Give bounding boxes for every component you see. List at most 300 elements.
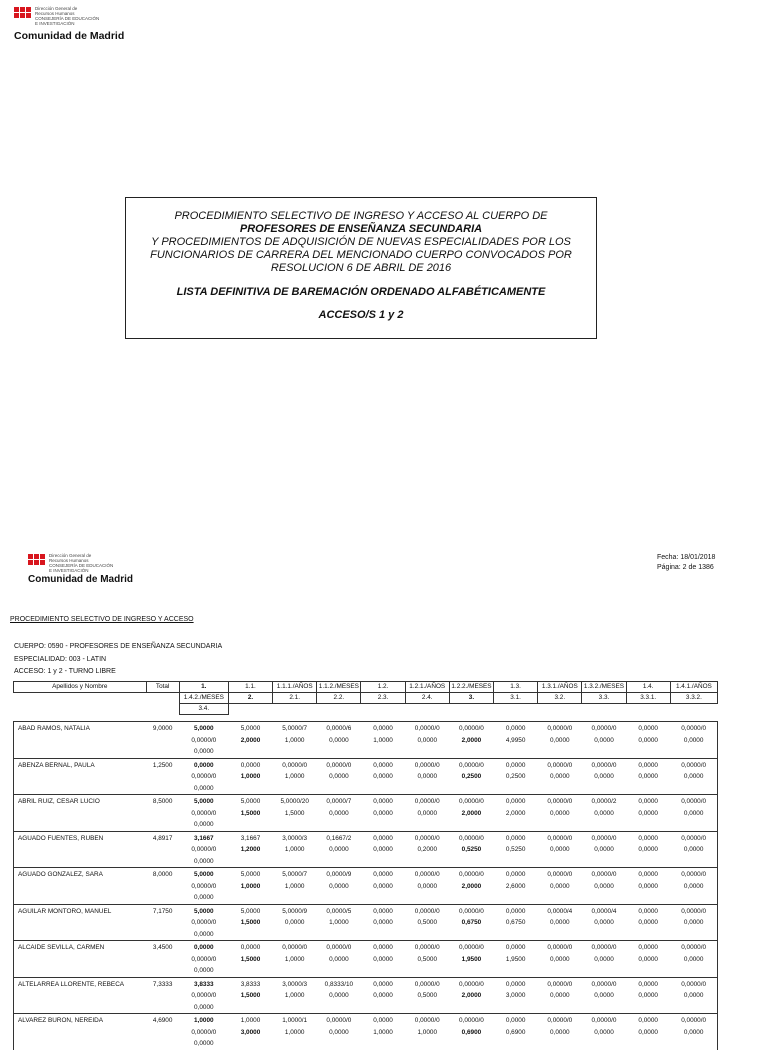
score-value: 0,0000 [550,882,570,890]
score-value: 0,0000 [373,955,393,963]
score-value: 0,0000 [683,809,704,817]
score-value: 0,0000/0 [458,798,484,805]
header-row [14,704,718,715]
score-value: 1,0000 [240,1017,261,1024]
score-cell [626,978,670,1002]
score-cell [228,978,272,1002]
score-cell [494,759,538,783]
score-value: 0,0000/9 [326,871,352,878]
score-cell [626,905,670,929]
score-cell [273,941,317,965]
score-cell [317,722,361,746]
score-cell [273,759,317,783]
score-value: 1,0000 [284,773,305,780]
score-value: 0,0000 [638,944,658,951]
score-value: 0,0000 [240,944,261,951]
score-cell [228,1014,272,1038]
score-value: 2,0000 [505,809,526,817]
score-value: 0,0000/0 [191,846,217,853]
score-value: 0,0000 [594,919,614,926]
score-cell [626,941,670,965]
score-value: 0,0000/0 [681,871,707,878]
score-value: 3,0000 [505,992,526,999]
score-value: 0,0000/0 [414,907,440,915]
score-value: 1,9500 [505,955,526,963]
score-value: 2,0000 [461,809,482,817]
score-cell [228,795,272,819]
score-value: 0,0000/0 [591,1017,617,1024]
score-value: 0,0000 [373,834,393,842]
score-value: 0,0000 [373,882,393,890]
score-cell [361,978,405,1002]
score-value: 0,0000 [373,809,393,817]
score-value: 0,6900 [461,1028,482,1036]
score-value: 0,0000/0 [191,992,217,999]
col-header: 2.1. [273,693,317,704]
score-value: 0,0000 [329,736,349,744]
score-value: 0,0000/0 [547,871,573,878]
score-cell [538,1014,582,1038]
score-value: 0,2000 [417,846,438,853]
acceso-label: ACCESO: 1 y 2 - TURNO LIBRE [14,668,116,675]
header-row [14,682,718,693]
score-value: 0,0000 [550,736,570,744]
score-cell [494,832,538,856]
score-value: 1,0000 [284,846,305,853]
score-value: 0,0000 [638,980,658,988]
score-value: 0,0000 [373,907,393,915]
score-value: 0,0000 [194,784,214,792]
score-value: 2,0000 [461,992,482,999]
score-value: 0,0000/5 [326,907,352,915]
score-value: 0,0000 [417,773,438,780]
madrid-stars-icon [14,7,31,18]
score-value: 0,5250 [461,846,482,853]
score-value: 0,0000 [373,944,393,951]
score-value: 0,0000 [638,834,658,842]
total-score: 9,0000 [152,725,173,732]
score-value: 0,0000 [329,846,349,853]
score-value: 0,0000 [683,919,704,926]
table-row [14,831,718,868]
score-value: 0,0000/0 [547,944,573,951]
logo-line: CONSEJERÍA DE EDUCACIÓN [49,563,114,568]
score-cell [494,795,538,819]
table-row [14,868,718,905]
score-value: 1,0000 [240,773,261,780]
score-value: 0,0000 [505,834,526,842]
col-header: 1.2. [361,682,405,693]
score-value: 0,5000 [417,992,438,999]
score-value: 0,0000 [638,809,658,817]
score-value: 0,0000/0 [681,944,707,951]
score-cell [494,905,538,929]
score-value: 3,8333 [194,980,214,988]
score-value: 0,0000 [417,882,438,890]
score-value: 0,0000 [550,992,570,999]
score-value: 0,0000/0 [458,944,484,951]
score-value: 1,0000 [284,955,305,963]
logo-line: Recursos Humanos [49,558,89,563]
score-cell [317,978,361,1002]
score-cell [228,941,272,965]
score-value: 0,2500 [505,773,526,780]
score-cell [179,722,228,758]
score-cell [670,868,717,892]
score-value: 5,0000 [240,907,261,915]
score-cell [538,868,582,892]
col-header: 2.4. [405,693,449,704]
score-cell [670,722,717,746]
score-cell [361,722,405,746]
score-cell [582,905,626,929]
score-value: 1,5000 [240,919,261,926]
score-value: 1,0000 [194,1017,214,1024]
score-cell [317,868,361,892]
score-cell [670,905,717,929]
score-value: 0,0000 [240,761,261,769]
score-value: 0,0000 [505,1017,526,1024]
score-value: 0,0000 [550,919,570,926]
score-value: 0,0000 [594,992,614,999]
score-value: 0,0000 [373,846,393,853]
score-value: 0,0000/0 [591,871,617,878]
score-value: 0,0000/0 [591,980,617,988]
score-value: 0,0000/0 [414,871,440,878]
score-value: 0,0000 [194,857,214,865]
score-cell [494,868,538,892]
score-cell [405,722,449,746]
score-cell [449,978,493,1002]
score-cell [582,759,626,783]
candidate-name: ALVAREZ BURON, NEREIDA [18,1017,103,1024]
score-value: 0,0000 [505,871,526,878]
col-header: 1.4.1./AÑOS [670,682,717,693]
score-value: 0,0000/0 [414,834,440,842]
score-value: 0,0000 [329,809,349,817]
table-row [14,904,718,941]
table-row [14,1014,718,1050]
score-cell [538,795,582,819]
total-score: 7,1750 [152,907,173,915]
score-value: 0,0000/0 [458,725,484,732]
score-cell [317,905,361,929]
score-value: 2,0000 [461,736,482,744]
score-value: 0,0000 [638,1017,658,1024]
score-value: 0,0000 [683,882,704,890]
score-cell [317,1014,361,1038]
candidate-name: AGUILAR MONTORO, MANUEL [18,907,112,915]
score-cell [361,759,405,783]
score-value: 0,0000 [638,798,658,805]
score-value: 0,0000/0 [191,919,217,926]
score-value: 5,0000/20 [280,798,309,805]
score-value: 0,0000/0 [414,798,440,805]
score-value: 0,0000 [638,882,658,890]
score-value: 0,0000/0 [681,1017,707,1024]
score-value: 0,0000 [194,967,214,974]
score-cell [494,1014,538,1038]
score-value: 0,0000/0 [282,761,308,769]
score-value: 3,8333 [240,980,261,988]
score-cell [361,905,405,929]
score-value: 0,0000 [550,846,570,853]
score-cell [361,795,405,819]
score-value: 0,1667/2 [326,834,352,842]
score-value: 0,0000/0 [547,761,573,769]
score-value: 3,1667 [194,834,214,842]
score-value: 0,0000/0 [591,761,617,769]
col-header: 3.3. [582,693,626,704]
title-line: RESOLUCION 6 DE ABRIL DE 2016 [270,262,452,274]
score-value: 5,0000 [240,725,261,732]
score-cell [582,941,626,965]
score-cell [179,941,228,977]
score-cell [626,722,670,746]
score-value: 0,0000 [550,1028,570,1036]
score-value: 0,0000/0 [414,1017,440,1024]
col-header: Apellidos y Nombre [14,682,147,693]
score-value: 1,5000 [284,809,305,817]
score-cell [361,1014,405,1038]
score-value: 0,0000/0 [458,1017,484,1024]
page-meta [657,553,715,573]
col-header: 1.3.1./AÑOS [538,682,582,693]
score-cell [494,978,538,1002]
score-cell [626,795,670,819]
score-cell [405,832,449,856]
header-row [14,693,718,704]
cuerpo-label: CUERPO: 0590 - PROFESORES DE ENSEÑANZA SECUNDARIA [14,643,223,650]
score-value: 0,0000 [505,761,526,769]
score-cell [449,1014,493,1038]
score-value: 0,0000 [550,773,570,780]
table-row [14,977,718,1014]
score-value: 5,0000 [240,871,261,878]
score-value: 5,0000/9 [282,907,308,915]
score-cell [538,941,582,965]
score-cell [317,759,361,783]
score-cell [670,795,717,819]
score-value: 0,0000 [638,736,658,744]
score-cell [273,905,317,929]
score-value: 0,0000/0 [547,725,573,732]
logo-line: CONSEJERÍA DE EDUCACIÓN [35,16,100,21]
score-value: 0,0000/0 [681,798,707,805]
score-value: 0,0000/0 [414,725,440,732]
score-value: 0,0000 [194,761,214,769]
score-value: 0,0000/0 [191,1028,217,1036]
score-value: 0,0000/0 [191,809,217,817]
score-cell [405,1014,449,1038]
score-value: 3,0000/3 [282,834,308,842]
score-value: 0,0000 [373,1017,393,1024]
score-cell [405,978,449,1002]
score-value: 0,0000 [638,846,658,853]
score-value: 0,0000 [505,944,526,951]
candidate-name: AGUADO FUENTES, RUBEN [18,834,104,842]
score-value: 3,1667 [240,834,261,842]
score-value: 0,0000/2 [591,798,617,805]
logo-line: E INVESTIGACIÓN [49,568,89,573]
score-cell [273,978,317,1002]
total-score: 7,3333 [152,980,173,988]
total-score: 1,2500 [152,761,173,769]
score-value: 1,0000/1 [282,1017,308,1024]
score-value: 0,0000/0 [191,736,217,744]
score-value: 0,2500 [461,773,482,780]
score-cell [405,759,449,783]
col-header: 1.3.2./MESES [582,682,626,693]
score-value: 1,0000 [284,882,305,890]
score-value: 0,0000/0 [458,980,484,988]
score-value: 0,0000 [683,736,704,744]
total-score: 4,6900 [152,1017,173,1024]
score-value: 0,0000 [594,1028,614,1036]
score-value: 0,0000 [683,955,704,963]
score-value: 0,0000 [417,809,438,817]
score-cell [670,759,717,783]
score-value: 0,0000/0 [414,980,440,988]
total-score: 8,0000 [152,871,173,878]
procedure-title: PROCEDIMIENTO SELECTIVO DE INGRESO Y ACCESO [10,616,194,623]
score-value: 3,0000/3 [282,980,308,988]
specialty-info [14,641,222,679]
score-cell [538,722,582,746]
col-header: 1. [179,682,228,693]
col-header: 1.1. [228,682,272,693]
score-value: 0,0000 [329,773,349,780]
score-cell [273,832,317,856]
score-cell [538,759,582,783]
score-value: 0,0000 [638,1028,658,1036]
score-value: 0,6750 [461,919,482,926]
score-value: 5,0000 [194,907,214,915]
score-value: 0,0000/0 [591,944,617,951]
col-header: 1.1.2./MESES [317,682,361,693]
score-cell [179,905,228,941]
score-value: 0,0000/0 [547,980,573,988]
col-header: 2.2. [317,693,361,704]
score-value: 0,0000 [329,882,349,890]
col-header: 1.2.2./MESES [449,682,493,693]
col-header: 3. [449,693,493,704]
comunidad-madrid-logo [14,6,125,42]
score-cell [179,759,228,795]
logo-line: Dirección General de [49,553,92,558]
score-value: 0,0000/0 [681,980,707,988]
table-row [14,941,718,978]
table-row [14,795,718,832]
score-value: 5,0000 [194,798,214,805]
score-value: 0,0000 [194,748,214,755]
score-value: 0,0000 [638,907,658,915]
score-cell [317,941,361,965]
col-header: 1.4.2./MESES [179,693,228,704]
score-value: 0,0000/0 [326,944,352,951]
score-cell [361,832,405,856]
score-cell [582,1014,626,1038]
date-label: Fecha: 18/01/2018 [657,554,716,561]
score-value: 0,0000 [505,798,526,805]
score-value: 0,0000 [373,919,393,926]
access-title: ACCESO/S 1 y 2 [318,309,404,321]
score-cell [228,759,272,783]
score-value: 0,0000 [683,992,704,999]
title-line: FUNCIONARIOS DE CARRERA DEL MENCIONADO CUERPO CONVOCADOS POR [150,249,572,261]
score-value: 1,0000 [284,736,305,744]
score-value: 0,0000/0 [547,1017,573,1024]
score-value: 0,0000/0 [191,955,217,963]
score-cell [449,795,493,819]
score-value: 0,0000/6 [326,725,352,732]
score-value: 0,0000/7 [326,798,352,805]
score-cell [449,905,493,929]
candidate-name: ALCAIDE SEVILLA, CARMEN [18,944,105,951]
score-value: 0,0000 [373,871,393,878]
especialidad-label: ESPECIALIDAD: 003 - LATIN [14,655,107,663]
col-header: 3.1. [494,693,538,704]
score-value: 0,0000 [373,761,393,769]
score-value: 0,0000 [194,821,214,828]
score-cell [538,978,582,1002]
scores-table [13,681,718,1050]
score-cell [626,759,670,783]
score-value: 0,0000 [373,798,393,805]
score-value: 0,5000 [417,919,438,926]
madrid-stars-icon [28,554,45,565]
score-value: 0,0000/0 [458,834,484,842]
col-header: 3.3.2. [670,693,717,704]
score-value: 0,5000 [417,955,438,963]
col-header: 1.2.1./AÑOS [405,682,449,693]
score-value: 0,0000 [194,1040,214,1047]
col-header: 1.4. [626,682,670,693]
score-value: 0,0000 [194,930,214,938]
title-line: PROFESORES DE ENSEÑANZA SECUNDARIA [239,223,483,235]
table-row [14,722,718,759]
score-cell [405,905,449,929]
score-value: 0,0000 [505,980,526,988]
score-cell [582,978,626,1002]
total-score: 8,5000 [152,798,173,805]
score-cell [538,832,582,856]
score-value: 0,0000 [594,773,614,780]
score-value: 0,0000 [373,773,393,780]
score-value: 0,0000 [638,725,658,732]
score-value: 0,0000/0 [191,773,217,780]
score-cell [273,1014,317,1038]
score-value: 0,0000 [638,992,658,999]
score-value: 1,0000 [417,1028,438,1036]
candidate-name: ABENZA BERNAL, PAULA [18,761,95,769]
score-value: 0,0000/0 [458,761,484,769]
score-value: 0,0000 [329,992,349,999]
score-value: 0,0000 [329,955,349,963]
score-cell [228,868,272,892]
score-cell [405,941,449,965]
score-value: 0,0000 [594,846,614,853]
title-line: PROCEDIMIENTO SELECTIVO DE INGRESO Y ACCESO AL CUERPO DE [174,210,548,222]
score-value: 0,0000/0 [191,882,217,890]
score-value: 1,0000 [240,882,261,890]
score-value: 0,0000/0 [326,1017,352,1024]
score-value: 0,6750 [505,919,526,926]
logo-line: Recursos Humanos [35,11,75,16]
col-header: 3.4. [179,704,228,715]
logo-brand: Comunidad de Madrid [28,574,133,585]
score-value: 3,0000 [240,1028,261,1036]
